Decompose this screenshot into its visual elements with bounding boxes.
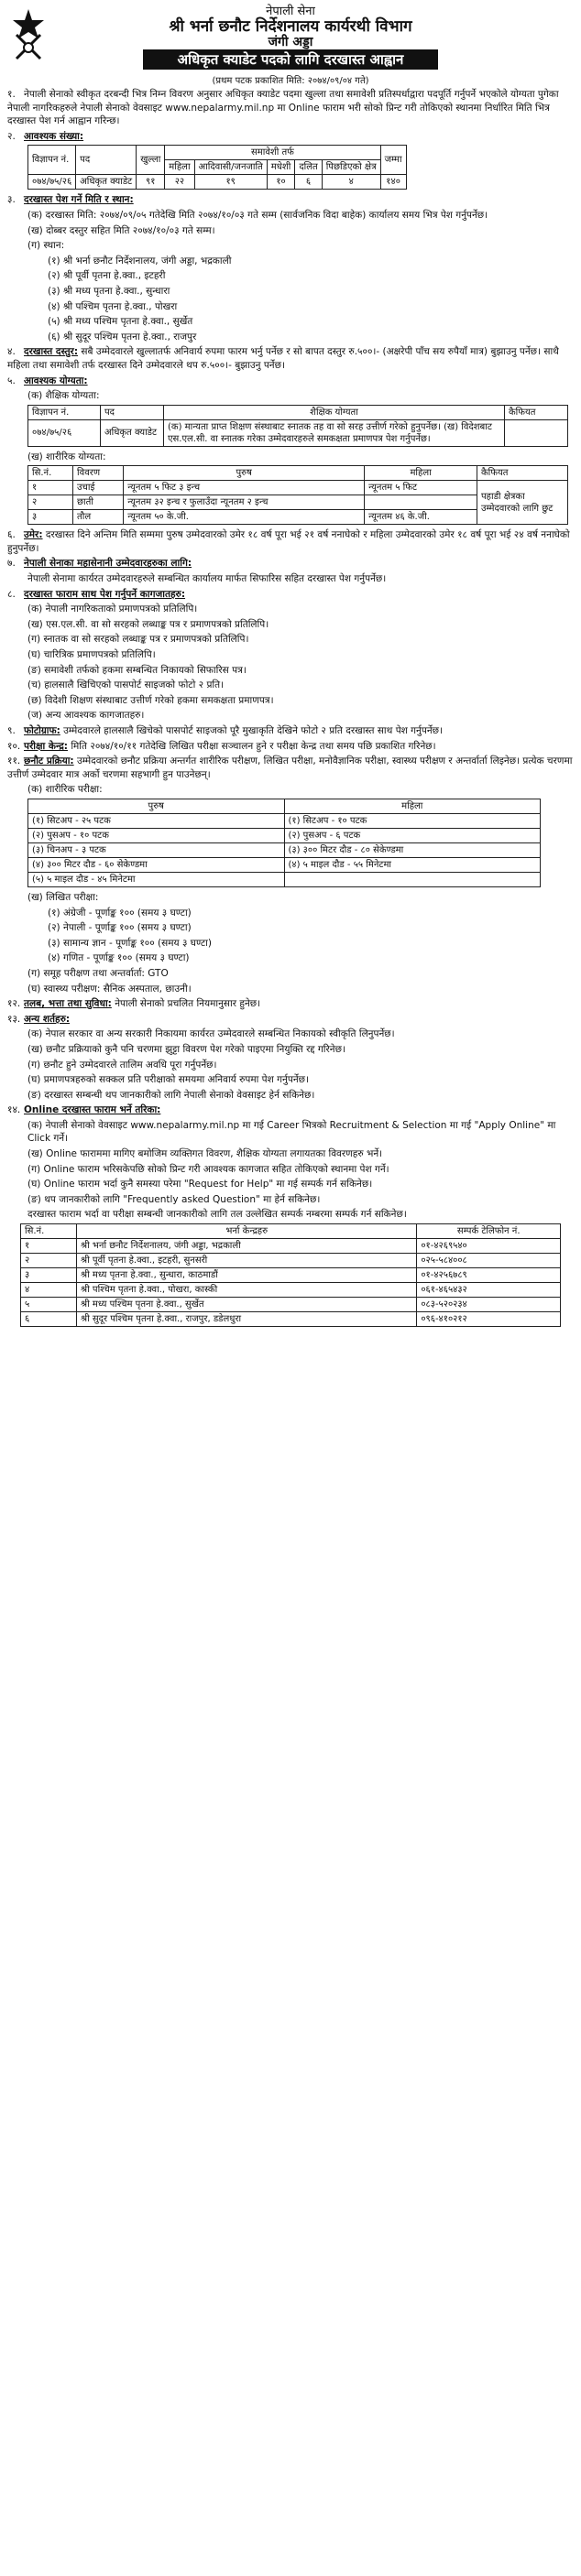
section-12-title: अन्य शर्तहरु:: [24, 1013, 71, 1025]
col-total: जम्मा: [380, 146, 406, 175]
list-item: (घ) Online फाराम भर्दा कुनै समस्या परेमा "Request for Help" मा गई सम्पर्क गर्न सकिनेछ।: [27, 1179, 373, 1190]
cell: न्यूनतम ५ फिट: [365, 481, 477, 495]
cell: १०: [267, 175, 295, 190]
cell: न्यूनतम ३२ इन्च र फुलाउँदा न्यूनतम २ इन्च: [124, 495, 365, 510]
section-5: ६. उमेर: दरखास्त दिने अन्तिम मिति सम्ममा पुरुष उम्मेदवारको उमेर १८ वर्ष पूरा भई २१ वर्ष ननाघेको र महिला उम्मेदवारको उमेर १८ वर्ष पूरा भई २४ वर्ष ननाघेको हुनुपर्नेछ।: [7, 529, 570, 554]
section-8: ९. फोटोग्राफ: उम्मेदवारले हालसालै खिचेको पासपोर्ट साइजको पूरै मुखाकृति देखिने फोटो २ प्रति दरखास्त साथ पेश गर्नुपर्नेछ।: [7, 725, 444, 736]
col-qualification: शैक्षिक योग्यता: [164, 405, 505, 419]
section-6-text: नेपाली सेनामा कार्यरत उम्मेदवारहरुले सम्बन्धित कार्यालय मार्फत सिफारिस सहित दरखास्त पेश गर्नुपर्नेछ।: [27, 573, 387, 585]
table-row: [28, 828, 541, 842]
cell: श्री पश्चिम पृतना हे.क्वा., पोखरा, कास्की: [77, 1283, 417, 1298]
col-sn: सि.नं.: [21, 1224, 77, 1239]
cell: ०६१-४६५४३२: [417, 1283, 561, 1298]
section-5-title: उमेर:: [24, 529, 43, 541]
cell: श्री पूर्वी पृतना हे.क्वा., इटहरी, सुनसरी: [77, 1254, 417, 1268]
list-item: (ङ) समावेशी तर्फको हकमा सम्बन्धित निकायको सिफारिस पत्र।: [27, 664, 247, 676]
table-row: [28, 857, 541, 872]
cell: ३: [28, 510, 73, 525]
section-3-title: दरखास्त दस्तुर:: [24, 346, 79, 358]
notice-title: अधिकृत क्याडेट पदको लागि दरखास्त आह्वान: [143, 49, 438, 70]
cell: (क) मान्यता प्राप्त शिक्षण संस्थाबाट स्नातक तह वा सो सरह उत्तीर्ण गरेको हुनुपर्नेछ। (ख) विदेशबाट एस.एल.सी. वा स्नातक गरेका उम्मेदवारहरुले समकक्षता प्रमाणपत्र पेश गर्नुपर्नेछ।: [164, 419, 505, 446]
cell: श्री सुदूर पश्चिम पृतना हे.क्वा., राजपुर, डडेलधुरा: [77, 1312, 417, 1327]
list-item: (ख) दोब्बर दस्तुर सहित मिति २०७४/१०/०३ गते सम्म।: [27, 224, 215, 236]
cell: १९: [194, 175, 267, 190]
list-item: (घ) प्रमाणपत्रहरुको सक्कल प्रति परीक्षाको समयमा अनिवार्य रुपमा पेश गर्नुपर्नेछ।: [27, 1074, 309, 1086]
col-inclusive-group: समावेशी तर्फ: [165, 146, 380, 160]
section-3-text: सबै उम्मेदवारले खुल्लातर्फ अनिवार्य रुपमा फारम भर्नु पर्नेछ र सो बापत दस्तुर रु.५००।- (अक्षरेपी पाँच सय रुपैयाँ मात्र) बुझाउनु पर्नेछ। साथै महिला तथा समावेशी तर्फ दरखास्त दिने उम्मेदवारले थप रु.५००।- बुझाउनु पर्नेछ।: [7, 346, 559, 371]
list-item: (छ) विदेशी शिक्षण संस्थाबाट उत्तीर्ण गरेको हकमा समकक्षता प्रमाणपत्र।: [27, 694, 274, 706]
cell: ३: [21, 1268, 77, 1283]
section-8-title: फोटोग्राफ:: [24, 725, 60, 736]
list-item: (२) नेपाली - पूर्णाङ्क १०० (समय ३ घण्टा): [48, 922, 192, 934]
col-phone: सम्पर्क टेलिफोन नं.: [417, 1224, 561, 1239]
cell: (१) सिटअप - २५ पटक: [28, 813, 285, 828]
table-row: [21, 1254, 561, 1268]
section-1-title: आवश्यक संख्या:: [24, 130, 84, 142]
subsection-title: (क) शैक्षिक योग्यता:: [27, 390, 100, 402]
table-row: [21, 1283, 561, 1298]
cell: (१) सिटअप - १० पटक: [284, 813, 541, 828]
list-item: (च) हालसालै खिचिएको पासपोर्ट साइजको फोटो २ प्रति।: [27, 679, 225, 691]
list-item: (ङ) थप जानकारीको लागि "Frequently asked Question" मा हेर्न सकिनेछ।: [27, 1193, 321, 1205]
cell: ०९६-४१०२१२: [417, 1312, 561, 1327]
publish-date: (प्रथम पटक प्रकाशित मिति: २०७४/०९/०४ गते): [212, 76, 369, 86]
section-5-text: दरखास्त दिने अन्तिम मिति सम्ममा पुरुष उम्मेदवारको उमेर १८ वर्ष पूरा भई २१ वर्ष ननाघेको र महिला उम्मेदवारको उमेर १८ वर्ष पूरा भई २४ वर्ष ननाघेको हुनुपर्नेछ।: [7, 529, 570, 554]
cell: [284, 872, 541, 886]
cell: ०१-४२६९५४०: [417, 1239, 561, 1254]
col-female: महिला: [365, 466, 477, 481]
subsection-title: (ख) शारीरिक योग्यता:: [27, 451, 106, 462]
location: जंगी अड्डा: [268, 35, 313, 49]
list-item: (ग) स्थान:: [27, 240, 65, 252]
list-item: (३) सामान्य ज्ञान - पूर्णाङ्क १०० (समय ३ घण्टा): [48, 937, 212, 949]
list-item: (ख) एस.एल.सी. वा सो सरहको लब्धाङ्क पत्र र प्रमाणपत्रको प्रतिलिपि।: [27, 618, 269, 630]
col-center: भर्ना केन्द्रहरु: [77, 1224, 417, 1239]
cell: (३) चिनअप - ३ पटक: [28, 842, 285, 857]
table-row: [21, 1312, 561, 1327]
section-12: १३. अन्य शर्तहरु: (क) नेपाल सरकार वा अन्य सरकारी निकायमा कार्यरत उम्मेदवारले सम्बन्धित निकायको स्वीकृति लिनुपर्नेछ। (ख) छनौट प्रक्रियाको कुनै पनि चरणमा झुट्टा विवरण पेश गरेको पाइएमा नियुक्ति रद्द गरिनेछ। (ग) छनौट हुने उम्मेदवारले तालिम अवधि पूरा गर्नुपर्नेछ। (घ) प्रमाणपत्रहरुको सक्कल प्रति परीक्षाको समयमा अनिवार्य रुपमा पेश गर्नुपर्नेछ। (ङ) दरखास्त सम्बन्धी थप जानकारीको लागि नेपाली सेनाको वेवसाइट हेर्न सकिनेछ।: [0, 1013, 581, 1103]
cell: (५) ५ माइल दौड - ४५ मिनेटमा: [28, 872, 285, 886]
list-item: (ख) छनौट प्रक्रियाको कुनै पनि चरणमा झुट्टा विवरण पेश गरेको पाइएमा नियुक्ति रद्द गरिनेछ।: [27, 1043, 345, 1055]
cell: न्यूनतम ५ फिट ३ इन्च: [124, 481, 365, 495]
section-10: ११. छनौट प्रक्रिया: उम्मेदवारको छनौट प्रक्रिया अन्तर्गत शारीरिक परीक्षण, लिखित परीक्षा, मनोवैज्ञानिक परीक्षा, स्वास्थ्य परीक्षण र अन्तर्वार्ता लिइनेछ। प्रत्येक चरणमा उत्तीर्ण उम्मेदवार मात्र अर्को चरणमा सहभागी हुन पाउनेछन्। (क) शारीरिक परीक्षा: पुरुष महिला (१) सिटअप - २५ पटक (१) सिटअप - १० पटक (२) पुसअप - १० पटक (२) पुसअप - ६ पटक (३) चिनअप - ३ पटक (३) ३०० मिटर दौड - ८० सेकेण्डमा (४) ३०० मिटर दौड - ६० सेकेण्डमा (४) ५ माइल दौड - ५५ मिनेटमा (५) ५ माइल दौड - ४५ मिनेटमा (ख) लिखित परीक्षा: (१) अंग्रेजी - पूर्णाङ्क १०० (समय ३ घण्टा) (२) नेपाली - पूर्णाङ्क १०० (समय ३ घण्टा) (३) सामान्य ज्ञान - पूर्णाङ्क १०० (समय ३ घण्टा) (४) गणित - पूर्णाङ्क १०० (समय ३ घण्टा) (ग) समूह परीक्षण तथा अन्तर्वार्ता: GTO (घ) स्वास्थ्य परीक्षण: सैनिक अस्पताल, छाउनी।: [7, 755, 573, 995]
cell: तौल: [73, 510, 124, 525]
cell: (४) ५ माइल दौड - ५५ मिनेटमा: [284, 857, 541, 872]
col-post: पद: [101, 405, 164, 419]
cell: १: [28, 481, 73, 495]
section-13-title: Online दरखास्त फाराम भर्ने तरिका:: [24, 1104, 161, 1116]
cell: छाती: [73, 495, 124, 510]
contacts-section: [0, 1223, 581, 1327]
table-row: [21, 1239, 561, 1254]
list-item: (ग) छनौट हुने उम्मेदवारले तालिम अवधि पूरा गर्नुपर्नेछ।: [27, 1059, 217, 1071]
section-9-text: मिति २०७४/१०/११ गतेदेखि लिखित परीक्षा सञ्चालन हुने र परीक्षा केन्द्र तथा समय पछि प्रकाशित गरिनेछ।: [71, 740, 436, 752]
list-item: (ख) Online फाराममा मागिए बमोजिम व्यक्तिगत विवरण, शैक्षिक योग्यता लगायतका विवरणहरु भर्ने।: [27, 1148, 383, 1160]
cell: पहाडी क्षेत्रका उम्मेदवारको लागि छुट: [477, 481, 568, 525]
table-row: [28, 419, 568, 446]
cell: ०७४/७५/२६: [28, 419, 101, 446]
col-ad-no: विज्ञापन नं.: [28, 405, 101, 419]
section-11-text: नेपाली सेनाको प्रचलित नियमानुसार हुनेछ।: [115, 998, 261, 1010]
table-row: [21, 1268, 561, 1283]
notice-header: [0, 0, 581, 88]
cell: (२) पुसअप - १० पटक: [28, 828, 285, 842]
cell: [505, 419, 568, 446]
cell: (२) पुसअप - ६ पटक: [284, 828, 541, 842]
section-9: १०. परीक्षा केन्द्र: मिति २०७४/१०/११ गतेदेखि लिखित परीक्षा सञ्चालन हुने र परीक्षा केन्द्र तथा समय पछि प्रकाशित गरिनेछ।: [7, 740, 436, 752]
list-item: (ङ) दरखास्त सम्बन्धी थप जानकारीको लागि नेपाली सेनाको वेवसाइट हेर्न सकिनेछ।: [27, 1089, 315, 1101]
cell: ६: [295, 175, 322, 190]
section-4-title: आवश्यक योग्यता:: [24, 375, 88, 386]
section-3: ४. दरखास्त दस्तुर: सबै उम्मेदवारले खुल्लातर्फ अनिवार्य रुपमा फारम भर्नु पर्नेछ र सो बापत दस्तुर रु.५००।- (अक्षरेपी पाँच सय रुपैयाँ मात्र) बुझाउनु पर्नेछ। साथै महिला तथा समावेशी तर्फ दरखास्त दिने उम्मेदवारले थप रु.५००।- बुझाउनु पर्नेछ।: [7, 346, 559, 371]
section-2: ३. दरखास्त पेश गर्ने मिति र स्थान: (क) दरखास्त मिति: २०७४/०९/०५ गतेदेखि मिति २०७४/१०/०३ गते सम्म (सार्वजनिक विदा बाहेक) कार्यालय समय भित्र पेश गर्नुपर्नेछ। (ख) दोब्बर दस्तुर सहित मिति २०७४/१०/०३ गते सम्म। (ग) स्थान: (१) श्री भर्ना छनौट निर्देशनालय, जंगी अड्डा, भद्रकाली (२) श्री पूर्वी पृतना हे.क्वा., इटहरी (३) श्री मध्य पृतना हे.क्वा., सुन्धारा (४) श्री पश्चिम पृतना हे.क्वा., पोखरा (५) श्री मध्य पश्चिम पृतना हे.क्वा., सुर्खेत (६) श्री सुदूर पश्चिम पृतना हे.क्वा., राजपुर: [0, 193, 581, 343]
cell: [365, 495, 477, 510]
list-item: (२) श्री पूर्वी पृतना हे.क्वा., इटहरी: [48, 270, 166, 282]
cell: (४) ३०० मिटर दौड - ६० सेकेण्डमा: [28, 857, 285, 872]
col-sn: सि.नं.: [28, 466, 73, 481]
cell: ५: [21, 1298, 77, 1312]
list-item: (१) अंग्रेजी - पूर्णाङ्क १०० (समय ३ घण्टा): [48, 907, 192, 918]
cell: श्री भर्ना छनौट निर्देशनालय, जंगी अड्डा, भद्रकाली: [77, 1239, 417, 1254]
section-4: ५. आवश्यक योग्यता: (क) शैक्षिक योग्यता: विज्ञापन नं. पद शैक्षिक योग्यता कैफियत ०७४/७५/२६ अधिकृत क्याडेट (क) मान्यता प्राप्त शिक्षण संस्थाबाट स्नातक तह वा सो सरह उत्तीर्ण गरेको हुनुपर्नेछ। (ख) विदेशबाट एस.एल.सी. वा स्नातक गरेका उम्मेदवारहरुले समकक्षता प्रमाणपत्र पेश गर्नुपर्नेछ। (ख) शारीरिक योग्यता: सि.नं. विवरण पुरुष महिला कैफियत १ उचाई न्यूनतम ५ फिट ३ इन्च न्यूनतम ५ फिट पहाडी क्षेत्रका उम्मेदवारको लागि छुट २ छाती न्यूनतम ३२ इन्च र फुलाउँदा न्यूनतम २ इन्च ३ तौल न्यूनतम ५० के.जी. न्यूनतम ४६ के.जी.: [0, 375, 581, 526]
section-11: १२. तलब, भत्ता तथा सुविधा: नेपाली सेनाको प्रचलित नियमानुसार हुनेछ।: [7, 998, 261, 1010]
intro-section: १. नेपाली सेनाको स्वीकृत दरबन्दी भित्र निम्न विवरण अनुसार अधिकृत क्याडेट पदमा खुल्ला तथा समावेशी प्रतिस्पर्धाद्वारा पदपूर्ति गर्नुपर्ने भएकोले योग्यता पुगेका नेपाली नागरिकहरुले नेपाली सेनाको वेवसाइट www.nepalarmy.mil.np मा Online फाराम भरी सोको प्रिन्ट गरी तोकिएको स्थानमा निर्धारित मिति भित्र दरखास्त पेश गर्न आह्वान गरिन्छ।: [7, 89, 559, 127]
table-row: [28, 175, 407, 190]
col-male: पुरुष: [28, 799, 285, 813]
physical-table: [27, 465, 568, 525]
col-janajati: आदिवासी/जनजाति: [194, 160, 267, 175]
contacts-table: [20, 1223, 561, 1327]
section-11-title: तलब, भत्ता तथा सुविधा:: [24, 998, 112, 1010]
cell: ०८३-५२०२३४: [417, 1298, 561, 1312]
list-item: (५) श्री मध्य पश्चिम पृतना हे.क्वा., सुर्खेत: [48, 316, 193, 328]
table-row: [28, 481, 568, 495]
section-9-title: परीक्षा केन्द्र:: [24, 740, 68, 752]
list-item: (४) गणित - पूर्णाङ्क १०० (समय ३ घण्टा): [48, 952, 190, 964]
section-1: २. आवश्यक संख्या: विज्ञापन नं. पद खुल्ला समावेशी तर्फ जम्मा महिला आदिवासी/जनजाति मधेशी दलित पिछडिएको क्षेत्र ०७४/७५/२६ अधिकृत क्याडेट ९१ २२ १९ १० ६ ४ १४०: [0, 130, 581, 190]
cell: ४: [21, 1283, 77, 1298]
subsection-title: (क) शारीरिक परीक्षा:: [27, 784, 103, 796]
section-6-title: नेपाली सेनाका महासेनानी उम्मेदवारहरुका लागि:: [24, 558, 192, 570]
col-female: महिला: [284, 799, 541, 813]
cell: न्यूनतम ४६ के.जी.: [365, 510, 477, 525]
subsection-title: (ख) लिखित परीक्षा:: [27, 891, 99, 903]
col-backward: पिछडिएको क्षेत्र: [322, 160, 380, 175]
directorate-name: श्री भर्ना छनौट निर्देशनालय कार्यरथी विभाग: [169, 17, 412, 36]
cell: उचाई: [73, 481, 124, 495]
cell: २२: [165, 175, 194, 190]
cell: ०१-४२५६७८९: [417, 1268, 561, 1283]
cell: (३) ३०० मिटर दौड - ८० सेकेण्डमा: [284, 842, 541, 857]
cell: २: [21, 1254, 77, 1268]
list-item: (ग) Online फाराम भरिसकेपछि सोको प्रिन्ट गरी आवश्यक कागजात सहित तोकिएको स्थानमा पेश गर्ने।: [27, 1163, 389, 1175]
section-10-title: छनौट प्रक्रिया:: [24, 755, 74, 767]
table-row: [28, 872, 541, 886]
cell: ०२५-५८४००८: [417, 1254, 561, 1268]
subsection-title: (घ) स्वास्थ्य परीक्षण: सैनिक अस्पताल, छाउनी।: [27, 983, 192, 995]
col-ad-no: विज्ञापन नं.: [28, 146, 76, 175]
cell: श्री मध्य पश्चिम पृतना हे.क्वा., सुर्खेत: [77, 1298, 417, 1312]
list-item: (१) श्री भर्ना छनौट निर्देशनालय, जंगी अड्डा, भद्रकाली: [48, 255, 232, 266]
section-7: ८. दरखास्त फाराम साथ पेश गर्नुपर्ने कागजातहरु: (क) नेपाली नागरिकताको प्रमाणपत्रको प्रतिलिपि। (ख) एस.एल.सी. वा सो सरहको लब्धाङ्क पत्र र प्रमाणपत्रको प्रतिलिपि। (ग) स्नातक वा सो सरहको लब्धाङ्क पत्र र प्रमाणपत्रको प्रतिलिपि। (घ) चारित्रिक प्रमाणपत्रको प्रतिलिपि। (ङ) समावेशी तर्फको हकमा सम्बन्धित निकायको सिफारिस पत्र। (च) हालसालै खिचिएको पासपोर्ट साइजको फोटो २ प्रति। (छ) विदेशी शिक्षण संस्थाबाट उत्तीर्ण गरेको हकमा समकक्षता प्रमाणपत्र। (ज) अन्य आवश्यक कागजातहरु।: [0, 588, 581, 723]
org-name: नेपाली सेना: [266, 5, 315, 18]
cell: ६: [21, 1312, 77, 1327]
list-item: (४) श्री पश्चिम पृतना हे.क्वा., पोखरा: [48, 300, 178, 312]
list-item: (क) नेपाली नागरिकताको प्रमाणपत्रको प्रतिलिपि।: [27, 603, 198, 615]
list-item: (घ) चारित्रिक प्रमाणपत्रको प्रतिलिपि।: [27, 649, 156, 661]
col-remarks: कैफियत: [505, 405, 568, 419]
list-item: (ज) अन्य आवश्यक कागजातहरु।: [27, 710, 145, 722]
cell: १: [21, 1239, 77, 1254]
col-post: पद: [76, 146, 137, 175]
col-remarks: कैफियत: [477, 466, 568, 481]
list-item: (३) श्री मध्य पृतना हे.क्वा., सुन्धारा: [48, 285, 170, 297]
cell: ०७४/७५/२६: [28, 175, 76, 190]
cell: न्यूनतम ५० के.जी.: [124, 510, 365, 525]
cell: अधिकृत क्याडेट: [101, 419, 164, 446]
list-item: (क) नेपाल सरकार वा अन्य सरकारी निकायमा कार्यरत उम्मेदवारले सम्बन्धित निकायको स्वीकृति लिनुपर्नेछ।: [27, 1028, 395, 1040]
cell: १४०: [380, 175, 406, 190]
education-table: [27, 405, 568, 447]
table-row: [21, 1298, 561, 1312]
list-item: (क) दरखास्त मिति: २०७४/०९/०५ गतेदेखि मिति २०७४/१०/०३ गते सम्म (सार्वजनिक विदा बाहेक) कार्यालय समय भित्र पेश गर्नुपर्नेछ।: [27, 209, 488, 221]
col-open: खुल्ला: [137, 146, 165, 175]
list-item: (६) श्री सुदूर पश्चिम पृतना हे.क्वा., राजपुर: [48, 331, 197, 342]
cell: २: [28, 495, 73, 510]
section-2-title: दरखास्त पेश गर्ने मिति र स्थान:: [24, 194, 134, 206]
section-7-title: दरखास्त फाराम साथ पेश गर्नुपर्ने कागजातहरु:: [24, 588, 186, 600]
section-8-text: उम्मेदवारले हालसालै खिचेको पासपोर्ट साइजको पूरै मुखाकृति देखिने फोटो २ प्रति दरखास्त साथ पेश गर्नुपर्नेछ।: [63, 725, 444, 736]
list-item: (ग) स्नातक वा सो सरहको लब्धाङ्क पत्र र प्रमाणपत्रको प्रतिलिपि।: [27, 634, 249, 646]
col-dalit: दलित: [295, 160, 322, 175]
table-row: [28, 842, 541, 857]
subsection-title: (ग) समूह परीक्षण तथा अन्तर्वार्ता: GTO: [27, 967, 169, 979]
list-item: (क) नेपाली सेनाको वेवसाइट www.nepalarmy.mil.np मा गई Career भित्रको Recruitment & Selection मा गई "Apply Online" मा Click गर्ने।: [27, 1119, 556, 1145]
cell: ४: [322, 175, 380, 190]
col-women: महिला: [165, 160, 194, 175]
note-text: दरखास्त फाराम भर्दा वा परीक्षा सम्बन्धी जानकारीको लागि तल उल्लेखित सम्पर्क नम्बरमा सम्पर्क गर्न सकिनेछ।: [27, 1209, 407, 1221]
section-10-text: उम्मेदवारको छनौट प्रक्रिया अन्तर्गत शारीरिक परीक्षण, लिखित परीक्षा, मनोवैज्ञानिक परीक्षा, स्वास्थ्य परीक्षण र अन्तर्वार्ता लिइनेछ। प्रत्येक चरणमा उत्तीर्ण उम्मेदवार मात्र अर्को चरणमा सहभागी हुन पाउनेछन्।: [7, 755, 573, 780]
col-desc: विवरण: [73, 466, 124, 481]
vacancy-table: [27, 145, 407, 190]
cell: अधिकृत क्याडेट: [76, 175, 137, 190]
col-male: पुरुष: [124, 466, 365, 481]
cell: ९१: [137, 175, 165, 190]
section-6: ७. नेपाली सेनाका महासेनानी उम्मेदवारहरुका लागि: नेपाली सेनामा कार्यरत उम्मेदवारहरुले सम्बन्धित कार्यालय मार्फत सिफारिस सहित दरखास्त पेश गर्नुपर्नेछ।: [0, 557, 581, 585]
col-madhesi: मधेशी: [267, 160, 295, 175]
physical-test-table: [27, 799, 541, 887]
cell: श्री मध्य पृतना हे.क्वा., सुन्धारा, काठमाडौं: [77, 1268, 417, 1283]
intro-text: नेपाली सेनाको स्वीकृत दरबन्दी भित्र निम्न विवरण अनुसार अधिकृत क्याडेट पदमा खुल्ला तथा समावेशी प्रतिस्पर्धाद्वारा पदपूर्ति गर्नुपर्ने भएकोले योग्यता पुगेका नेपाली नागरिकहरुले नेपाली सेनाको वेवसाइट www.nepalarmy.mil.np मा Online फाराम भरी सोको प्रिन्ट गरी तोकिएको स्थानमा निर्धारित मिति भित्र दरखास्त पेश गर्न आह्वान गरिन्छ।: [7, 89, 559, 127]
section-13: १४. Online दरखास्त फाराम भर्ने तरिका: (क) नेपाली सेनाको वेवसाइट www.nepalarmy.mil.np मा गई Career भित्रको Recruitment & Selection मा गई "Apply Online" मा Click गर्ने। (ख) Online फाराममा मागिए बमोजिम व्यक्तिगत विवरण, शैक्षिक योग्यता लगायतका विवरणहरु भर्ने। (ग) Online फाराम भरिसकेपछि सोको प्रिन्ट गरी आवश्यक कागजात सहित तोकिएको स्थानमा पेश गर्ने। (घ) Online फाराम भर्दा कुनै समस्या परेमा "Request for Help" मा गई सम्पर्क गर्न सकिनेछ। (ङ) थप जानकारीको लागि "Frequently asked Question" मा हेर्न सकिनेछ। दरखास्त फाराम भर्दा वा परीक्षा सम्बन्धी जानकारीको लागि तल उल्लेखित सम्पर्क नम्बरमा सम्पर्क गर्न सकिनेछ।: [0, 1103, 581, 1222]
table-row: [28, 813, 541, 828]
